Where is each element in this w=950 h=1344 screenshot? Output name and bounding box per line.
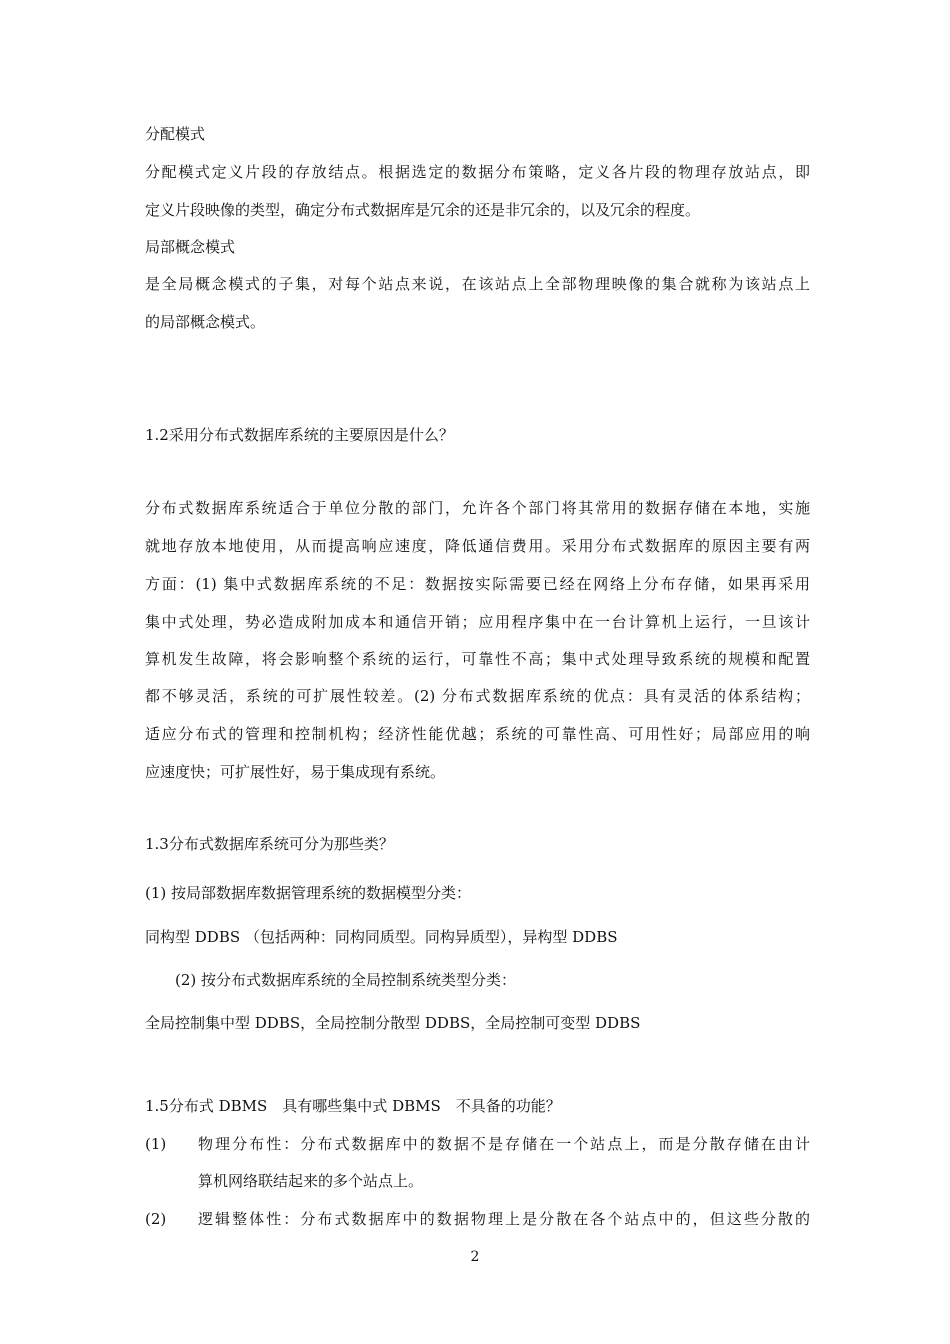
section-heading-allocation: 分配模式 bbox=[145, 125, 206, 143]
paragraph-line: 的局部概念模式。 bbox=[145, 313, 266, 331]
paragraph-line: 集中式处理，势必造成附加成本和通信开销；应用程序集中在一台计算机上运行，一旦该计 bbox=[145, 613, 810, 631]
paragraph-line: 分布式数据库系统适合于单位分散的部门，允许各个部门将其常用的数据存储在本地，实施 bbox=[145, 499, 810, 517]
classification-item-1: (1) 按局部数据库数据管理系统的数据模型分类： bbox=[145, 884, 472, 902]
paragraph-line: 是全局概念模式的子集，对每个站点来说，在该站点上全部物理映像的集合就称为该站点上 bbox=[145, 275, 810, 293]
list-item-line: 逻辑整体性：分布式数据库中的数据物理上是分散在各个站点中的，但这些分散的 bbox=[198, 1210, 810, 1228]
classification-detail-2: 全局控制集中型 DDBS，全局控制分散型 DDBS，全局控制可变型 DDBS bbox=[145, 1014, 641, 1032]
list-item-line: 物理分布性：分布式数据库中的数据不是存储在一个站点上，而是分散存储在由计 bbox=[198, 1135, 810, 1153]
paragraph-line: 分配模式定义片段的存放结点。根据选定的数据分布策略，定义各片段的物理存放站点，即 bbox=[145, 163, 810, 181]
question-heading-1-3: 1.3分布式数据库系统可分为那些类？ bbox=[145, 835, 394, 853]
paragraph-line: 算机发生故障，将会影响整个系统的运行，可靠性不高；集中式处理导致系统的规模和配置 bbox=[145, 650, 810, 668]
question-heading-1-5: 1.5分布式 DBMS 具有哪些集中式 DBMS 不具备的功能？ bbox=[145, 1097, 561, 1115]
paragraph-line: 适应分布式的管理和控制机构；经济性能优越；系统的可靠性高、可用性好；局部应用的响 bbox=[145, 725, 810, 743]
list-item-number: (2) bbox=[145, 1210, 167, 1228]
list-item-number: (1) bbox=[145, 1135, 167, 1153]
page-number: 2 bbox=[470, 1249, 480, 1265]
paragraph-line: 都不够灵活，系统的可扩展性较差。(2) 分布式数据库系统的优点：具有灵活的体系结构； bbox=[145, 687, 810, 705]
question-heading-1-2: 1.2采用分布式数据库系统的主要原因是什么？ bbox=[145, 426, 454, 444]
list-item-line: 算机网络联结起来的多个站点上。 bbox=[198, 1172, 424, 1190]
classification-item-2: (2) 按分布式数据库系统的全局控制系统类型分类： bbox=[175, 971, 517, 989]
section-heading-local: 局部概念模式 bbox=[145, 238, 236, 256]
classification-detail-1: 同构型 DDBS （包括两种：同构同质型。同构异质型），异构型 DDBS bbox=[145, 928, 618, 946]
paragraph-line: 应速度快；可扩展性好，易于集成现有系统。 bbox=[145, 763, 446, 781]
paragraph-line: 定义片段映像的类型，确定分布式数据库是冗余的还是非冗余的，以及冗余的程度。 bbox=[145, 201, 701, 219]
paragraph-line: 方面：(1) 集中式数据库系统的不足：数据按实际需要已经在网络上分布存储，如果再采用 bbox=[145, 575, 810, 593]
paragraph-line: 就地存放本地使用，从而提高响应速度，降低通信费用。采用分布式数据库的原因主要有两 bbox=[145, 537, 810, 555]
